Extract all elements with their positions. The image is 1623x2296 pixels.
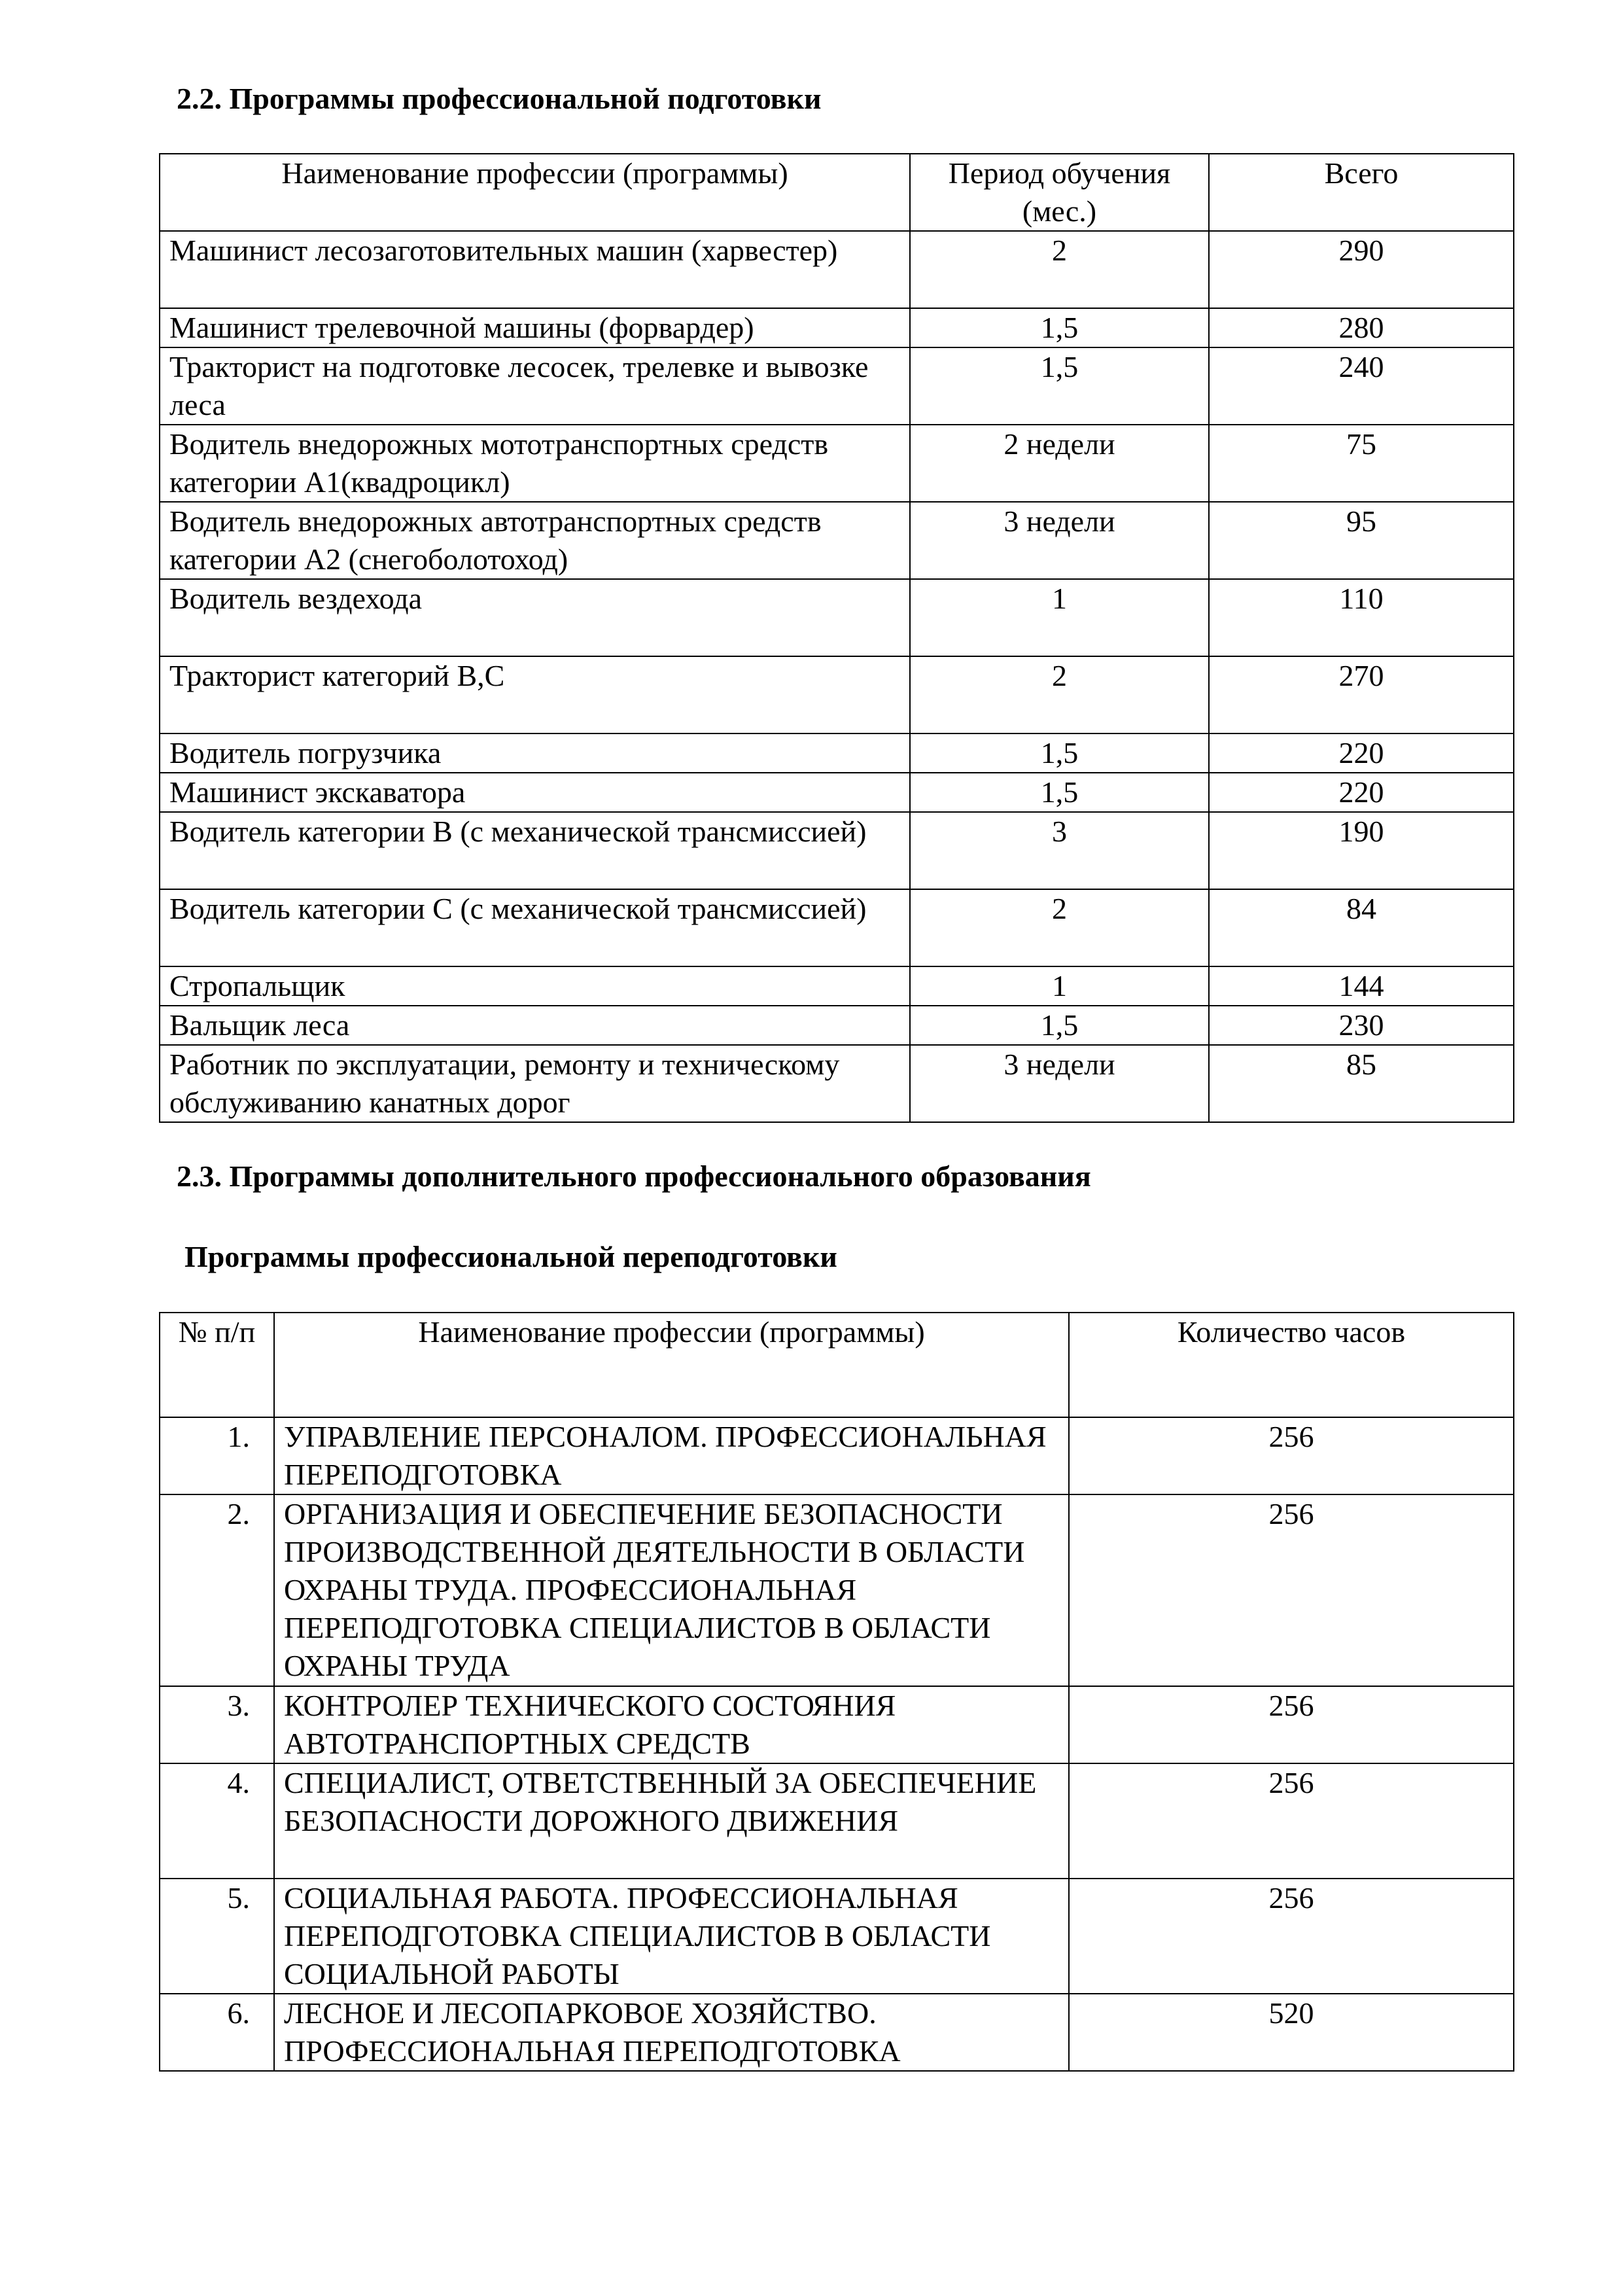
training-period: 1,5 — [910, 733, 1209, 773]
program-hours: 256 — [1069, 1763, 1514, 1879]
profession-name: Вальщик леса — [160, 1006, 910, 1045]
training-period: 2 недели — [910, 425, 1209, 502]
program-name: СПЕЦИАЛИСТ, ОТВЕТСТВЕННЫЙ ЗА ОБЕСПЕЧЕНИЕ БЕЗОПАСНОСТИ ДОРОЖНОГО ДВИЖЕНИЯ — [274, 1763, 1069, 1879]
total-hours: 75 — [1209, 425, 1514, 502]
section-2-2-heading: 2.2. Программы профессиональной подготовки — [177, 82, 822, 115]
row-number: 5. — [160, 1879, 274, 1994]
profession-name: Водитель категории С (с механической трансмиссией) — [160, 889, 910, 966]
column-header-name: Наименование профессии (программы) — [274, 1313, 1069, 1417]
row-number: 2. — [160, 1494, 274, 1686]
column-header-number: № п/п — [160, 1313, 274, 1417]
profession-name: Стропальщик — [160, 966, 910, 1006]
table-row — [160, 579, 1514, 656]
profession-name: Тракторист на подготовке лесосек, трелевке и вывозке леса — [160, 347, 910, 425]
table-row — [160, 889, 1514, 966]
training-period: 3 недели — [910, 1045, 1209, 1122]
program-hours: 520 — [1069, 1994, 1514, 2071]
training-period: 3 — [910, 812, 1209, 889]
training-period: 1 — [910, 579, 1209, 656]
program-hours: 256 — [1069, 1686, 1514, 1763]
total-hours: 280 — [1209, 308, 1514, 347]
column-header-name: Наименование профессии (программы) — [160, 154, 910, 231]
program-hours: 256 — [1069, 1879, 1514, 1994]
table-row — [160, 1994, 1514, 2071]
section-2-3-heading: 2.3. Программы дополнительного профессионального образования — [177, 1159, 1091, 1193]
table-row — [160, 425, 1514, 502]
vocational-training-table — [159, 153, 1514, 1123]
table-row — [160, 812, 1514, 889]
table-row — [160, 733, 1514, 773]
profession-name: Машинист экскаватора — [160, 773, 910, 812]
training-period: 1,5 — [910, 1006, 1209, 1045]
table-row — [160, 773, 1514, 812]
table-row — [160, 1045, 1514, 1122]
retraining-programs-table — [159, 1312, 1514, 2072]
table-row — [160, 1494, 1514, 1686]
column-header-hours: Количество часов — [1069, 1313, 1514, 1417]
program-hours: 256 — [1069, 1417, 1514, 1494]
training-period: 2 — [910, 889, 1209, 966]
table-row — [160, 1006, 1514, 1045]
program-name: ЛЕСНОЕ И ЛЕСОПАРКОВОЕ ХОЗЯЙСТВО. ПРОФЕССИОНАЛЬНАЯ ПЕРЕПОДГОТОВКА — [274, 1994, 1069, 2071]
training-period: 1,5 — [910, 308, 1209, 347]
row-number: 3. — [160, 1686, 274, 1763]
profession-name: Водитель вездехода — [160, 579, 910, 656]
program-name: УПРАВЛЕНИЕ ПЕРСОНАЛОМ. ПРОФЕССИОНАЛЬНАЯ ПЕРЕПОДГОТОВКА — [274, 1417, 1069, 1494]
table-row — [160, 1879, 1514, 1994]
table-header-row — [160, 1313, 1514, 1417]
profession-name: Водитель внедорожных мототранспортных средств категории А1(квадроцикл) — [160, 425, 910, 502]
total-hours: 85 — [1209, 1045, 1514, 1122]
profession-name: Тракторист категорий В,С — [160, 656, 910, 733]
total-hours: 220 — [1209, 773, 1514, 812]
total-hours: 110 — [1209, 579, 1514, 656]
table-header-row — [160, 154, 1514, 231]
table-row — [160, 308, 1514, 347]
row-number: 6. — [160, 1994, 274, 2071]
total-hours: 270 — [1209, 656, 1514, 733]
table-row — [160, 966, 1514, 1006]
program-hours: 256 — [1069, 1494, 1514, 1686]
total-hours: 84 — [1209, 889, 1514, 966]
column-header-period: Период обучения (мес.) — [910, 154, 1209, 231]
table-row — [160, 1763, 1514, 1879]
table-row — [160, 347, 1514, 425]
program-name: КОНТРОЛЕР ТЕХНИЧЕСКОГО СОСТОЯНИЯ АВТОТРАНСПОРТНЫХ СРЕДСТВ — [274, 1686, 1069, 1763]
training-period: 3 недели — [910, 502, 1209, 579]
row-number: 1. — [160, 1417, 274, 1494]
training-period: 2 — [910, 656, 1209, 733]
total-hours: 95 — [1209, 502, 1514, 579]
profession-name: Работник по эксплуатации, ремонту и техническому обслуживанию канатных дорог — [160, 1045, 910, 1122]
profession-name: Водитель категории В (с механической трансмиссией) — [160, 812, 910, 889]
total-hours: 230 — [1209, 1006, 1514, 1045]
table-row — [160, 1417, 1514, 1494]
row-number: 4. — [160, 1763, 274, 1879]
profession-name: Машинист трелевочной машины (форвардер) — [160, 308, 910, 347]
table-row — [160, 656, 1514, 733]
training-period: 1 — [910, 966, 1209, 1006]
profession-name: Водитель внедорожных автотранспортных средств категории А2 (снегоболотоход) — [160, 502, 910, 579]
column-header-total: Всего — [1209, 154, 1514, 231]
profession-name: Машинист лесозаготовительных машин (харвестер) — [160, 231, 910, 308]
program-name: СОЦИАЛЬНАЯ РАБОТА. ПРОФЕССИОНАЛЬНАЯ ПЕРЕПОДГОТОВКА СПЕЦИАЛИСТОВ В ОБЛАСТИ СОЦИАЛЬНОЙ РАБОТЫ — [274, 1879, 1069, 1994]
total-hours: 290 — [1209, 231, 1514, 308]
total-hours: 144 — [1209, 966, 1514, 1006]
profession-name: Водитель погрузчика — [160, 733, 910, 773]
table-row — [160, 502, 1514, 579]
table-row — [160, 231, 1514, 308]
training-period: 1,5 — [910, 773, 1209, 812]
total-hours: 190 — [1209, 812, 1514, 889]
table-row — [160, 1686, 1514, 1763]
training-period: 2 — [910, 231, 1209, 308]
training-period: 1,5 — [910, 347, 1209, 425]
program-name: ОРГАНИЗАЦИЯ И ОБЕСПЕЧЕНИЕ БЕЗОПАСНОСТИ ПРОИЗВОДСТВЕННОЙ ДЕЯТЕЛЬНОСТИ В ОБЛАСТИ ОХРАНЫ ТРУДА. ПРОФЕССИОНАЛЬНАЯ ПЕРЕПОДГОТОВКА СПЕЦИАЛИСТОВ В ОБЛАСТИ ОХРАНЫ ТРУДА — [274, 1494, 1069, 1686]
retraining-subheading: Программы профессиональной переподготовки — [184, 1240, 837, 1273]
total-hours: 240 — [1209, 347, 1514, 425]
total-hours: 220 — [1209, 733, 1514, 773]
